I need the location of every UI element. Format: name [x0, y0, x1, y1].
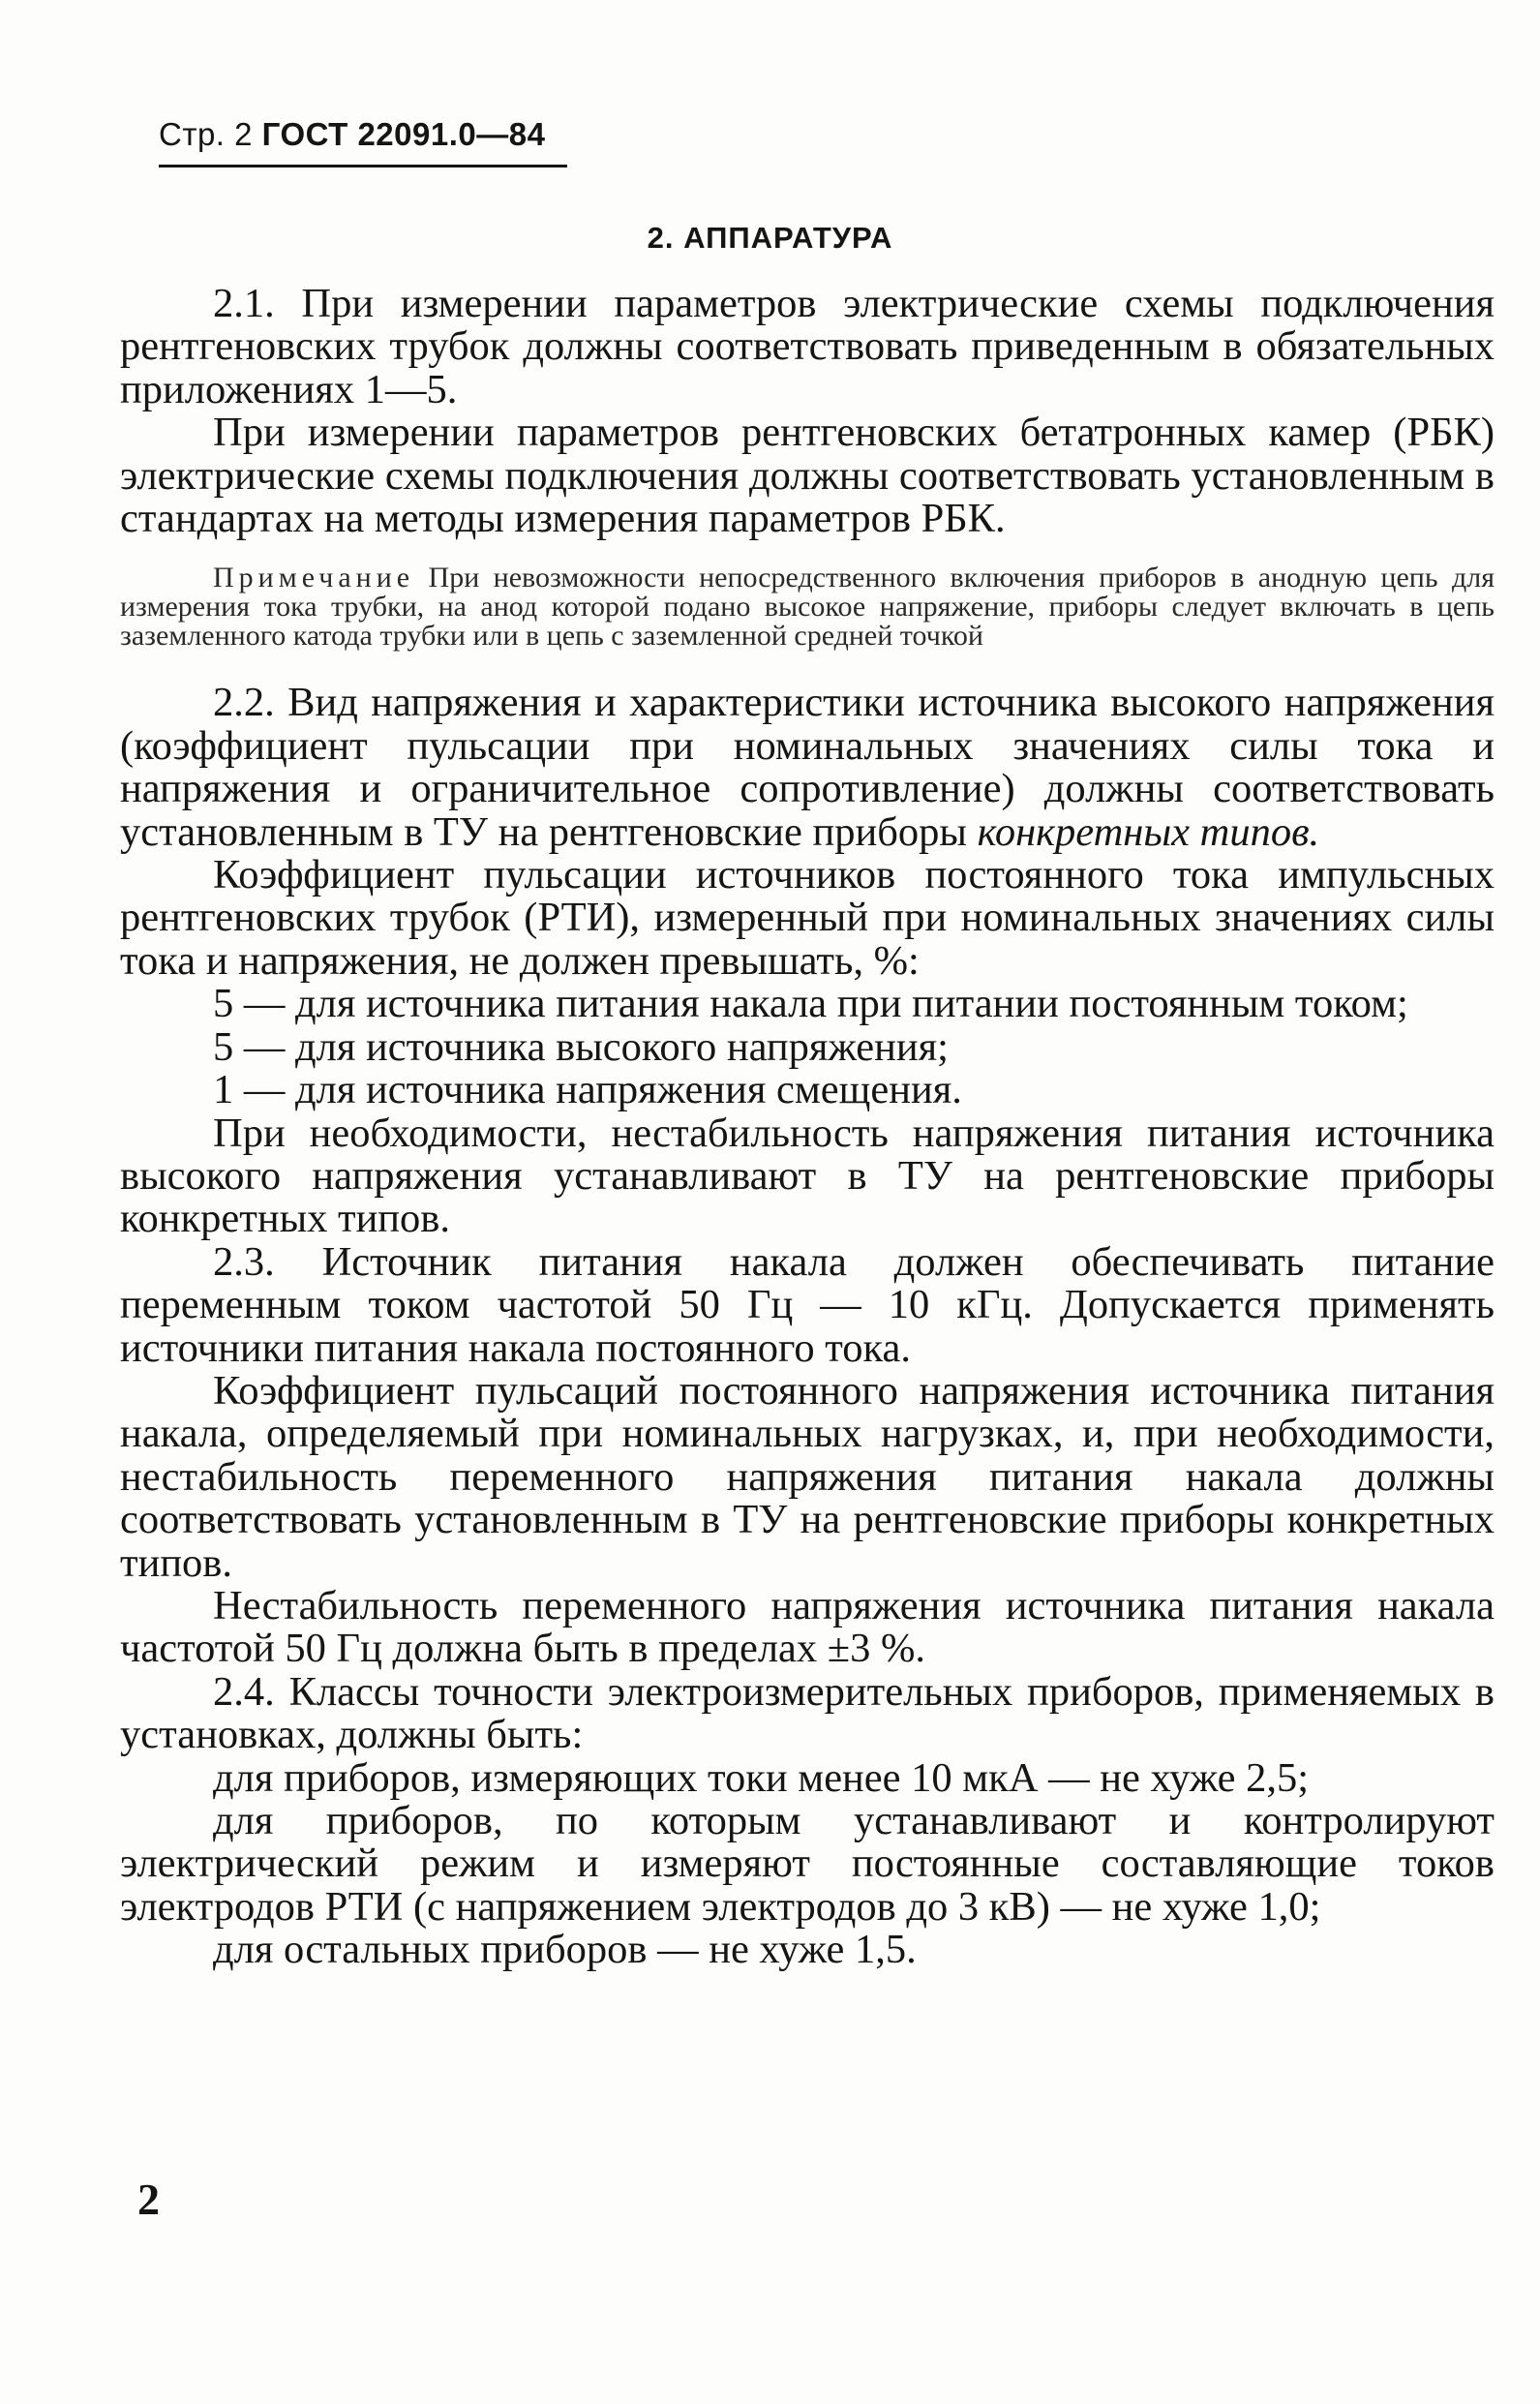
- body-text: [120, 283, 1495, 1972]
- accuracy-item-other: для остальных приборов — не хуже 1,5.: [213, 1927, 917, 1973]
- section-title: 2. АППАРАТУРА: [647, 221, 893, 255]
- header-rule: [159, 165, 567, 167]
- page-number: 2: [137, 2175, 160, 2224]
- paragraph-2-4: 2.4. Классы точности электроизмерительных приборов, применяемых в установках, должны быть:: [120, 1668, 1495, 1758]
- note-text: При невозможности непосредственного включения приборов в анодную цепь для измерения тока трубки, на анод которой подано высокое напряжение, приборы следует включать в цепь заземленного катода трубки или в цепь с заземленной средней точкой: [120, 562, 1495, 653]
- paragraph-2-1-rbk: При измерении параметров рентгеновских бетатронных камер (РБК) электрические схемы подключения должны соответствовать установленным в стандартах на методы измерения параметров РБК.: [120, 410, 1495, 542]
- note: [120, 563, 1495, 651]
- header-standard-number: ГОСТ 22091.0—84: [261, 116, 546, 152]
- paragraph-2-3-instability: Нестабильность переменного напряжения источника питания накала частотой 50 Гц должна быть в пределах ±3 %.: [120, 1582, 1495, 1672]
- accuracy-item-small-current: для приборов, измеряющих токи менее 10 мкА — не хуже 2,5;: [213, 1754, 1310, 1801]
- paragraph-2-2-text: 2.2. Вид напряжения и характеристики источника высокого напряжения (коэффициент пульсации при номинальных значениях силы тока и напряжения и ограничительное сопротивление) должны соответствовать установленным в ТУ на рентгеновские приборы: [120, 680, 1495, 855]
- note-label: Примечание: [213, 562, 415, 594]
- paragraph-instability: При необходимости, нестабильность напряжения питания источника высокого напряжения устанавливают в ТУ на рентгеновские приборы конкретных типов.: [120, 1110, 1495, 1242]
- paragraph-2-1: 2.1. При измерении параметров электрические схемы подключения рентгеновских трубок должны соответствовать приведенным в обязательных приложениях 1—5.: [120, 281, 1495, 412]
- ripple-item-high-voltage: 5 — для источника высокого напряжения;: [213, 1023, 949, 1070]
- ripple-item-bias: 1 — для источника напряжения смещения.: [213, 1067, 962, 1113]
- accuracy-item-electrical-mode: для приборов, по которым устанавливают и контролируют электрический режим и измеряют постоянные составляющие токов электродов РТИ (с напряжением электродов до 3 кВ) — не хуже 1,0;: [120, 1798, 1495, 1930]
- paragraph-2-2: [120, 682, 1495, 854]
- ripple-item-filament: 5 — для источника питания накала при питании постоянным током;: [213, 981, 1408, 1027]
- page-header: [159, 116, 545, 153]
- paragraph-ripple: Коэффициент пульсации источников постоянного тока импульсных рентгеновских трубок (РТИ), измеренный при номинальных значениях силы тока и напряжения, не должен превышать, %:: [120, 852, 1495, 984]
- paragraph-2-3-ripple: Коэффициент пульсаций постоянного напряжения источника питания накала, определяемый при номинальных нагрузках, и, при необходимости, нестабильность переменного напряжения питания накала должны соответствовать установленным в ТУ на рентгеновские приборы конкретных типов.: [120, 1367, 1495, 1586]
- header-page-label: Стр. 2: [159, 116, 253, 152]
- paragraph-2-3: 2.3. Источник питания накала должен обеспечивать питание переменным током частотой 50 Гц — 10 кГц. Допускается применять источники питания накала постоянного тока.: [120, 1238, 1495, 1371]
- paragraph-2-2-italic: конкретных типов.: [977, 808, 1320, 855]
